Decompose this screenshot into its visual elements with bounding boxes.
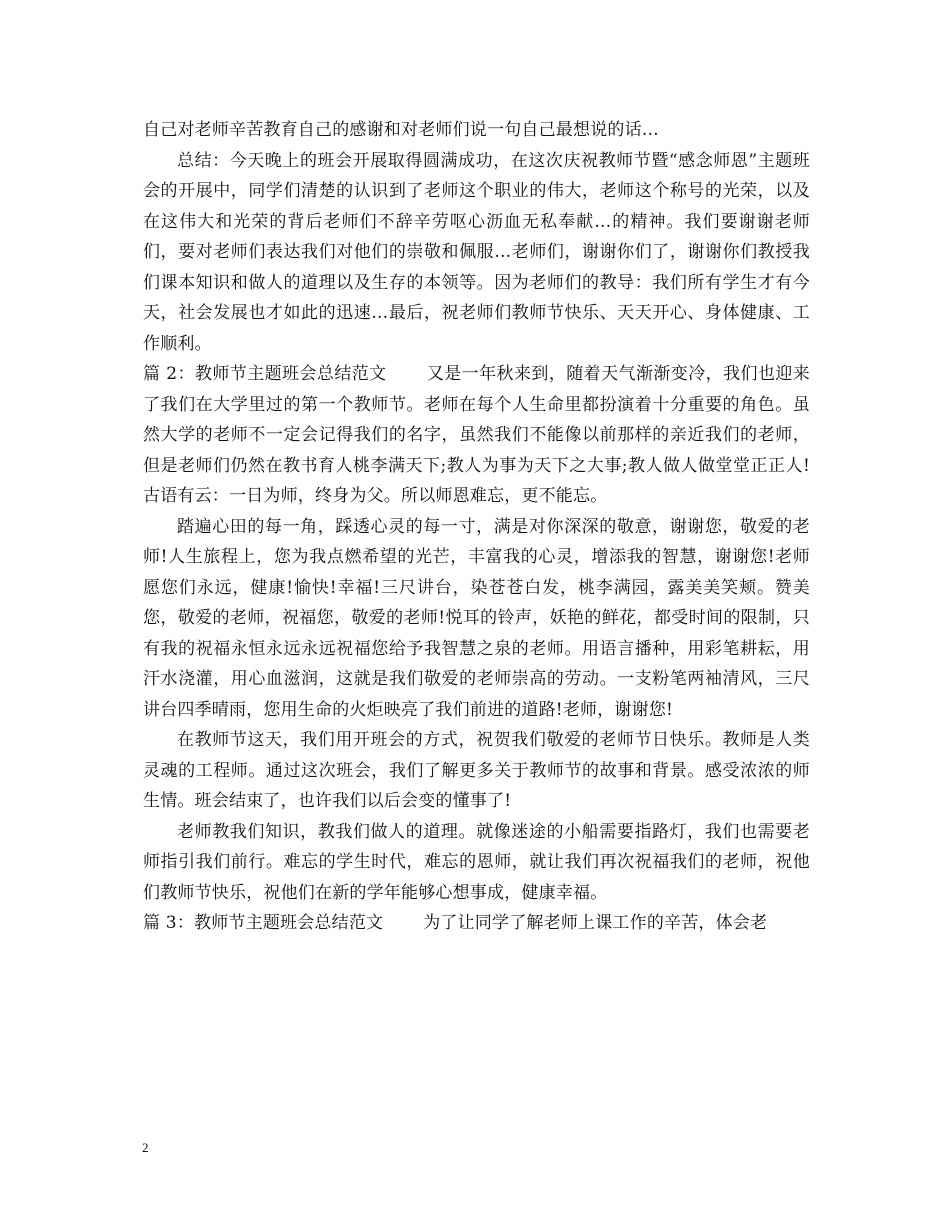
section-3-text: 为了让同学了解老师上课工作的辛苦，体会老 xyxy=(423,913,768,933)
paragraph-section-3 xyxy=(143,908,810,939)
paragraph-class-meeting: 在教师节这天，我们用开班会的方式，祝贺我们敬爱的老师节日快乐。教师是人类灵魂的工程师。通过这次班会，我们了解更多关于教师节的故事和背景。感受浓浓的师生情。班会结束了，也许我们以后会变的懂事了! xyxy=(143,730,810,811)
page-number: 2 xyxy=(142,1140,149,1155)
paragraph-summary: 总结：今天晚上的班会开展取得圆满成功，在这次庆祝教师节暨“感念师恩”主题班会的开展中，同学们清楚的认识到了老师这个职业的伟大，老师这个称号的光荣，以及在这伟大和光荣的背后老师们不辞辛劳呕心沥血无私奉献…的精神。我们要谢谢老师们，要对老师们表达我们对他们的崇敬和佩服…老师们，谢谢你们了，谢谢你们教授我们课本知识和做人的道理以及生存的本领等。因为老师们的教导：我们所有学生才有今天，社会发展也才如此的迅速…最后，祝老师们教师节快乐、天天开心、身体健康、工作顺利。 xyxy=(143,150,810,354)
paragraph-teacher-guidance: 老师教我们知识，教我们做人的道理。就像迷途的小船需要指路灯，我们也需要老师指引我们前行。难忘的学生时代，难忘的恩师，就让我们再次祝福我们的老师，祝他们教师节快乐，祝他们在新的学年能够心想事成，健康幸福。 xyxy=(143,821,810,903)
paragraph-gratitude: 踏遍心田的每一角，踩透心灵的每一寸，满是对你深深的敬意，谢谢您，敬爱的老师!人生旅程上，您为我点燃希望的光芒，丰富我的心灵，增添我的智慧，谢谢您!老师愿您们永远，健康!愉快!幸福!三尺讲台，染苍苍白发，桃李满园，露美美笑颊。赞美您，敬爱的老师，祝福您，敬爱的老师!悦耳的铃声，妖艳的鲜花，都受时间的限制，只有我的祝福永恒永远永远祝福您给予我智慧之泉的老师。用语言播种，用彩笔耕耘，用汗水浇灌，用心血滋润，这就是我们敬爱的老师崇高的劳动。一支粉笔两袖清风，三尺讲台四季晴雨，您用生命的火炬映亮了我们前进的道路!老师，谢谢您! xyxy=(143,516,810,720)
paragraph-continuation: 自己对老师辛苦教育自己的感谢和对老师们说一句自己最想说的话… xyxy=(143,120,659,140)
paragraph-section-2 xyxy=(143,359,810,512)
section-2-text: 又是一年秋来到，随着天气渐渐变冷，我们也迎来了我们在大学里过的第一个教师节。老师在每个人生命里都扮演着十分重要的角色。虽然大学的老师不一定会记得我们的名字，虽然我们不能像以前那样的亲近我们的老师，但是老师们仍然在教书育人桃李满天下;教人为事为天下之大事;教人做人做堂堂正正人!古语有云：一日为师，终身为父。所以师恩难忘，更不能忘。 xyxy=(143,364,810,506)
section-2-heading: 篇 2：教师节主题班会总结范文 xyxy=(143,364,387,384)
section-3-heading: 篇 3：教师节主题班会总结范文 xyxy=(143,913,384,933)
document-body xyxy=(143,115,810,939)
